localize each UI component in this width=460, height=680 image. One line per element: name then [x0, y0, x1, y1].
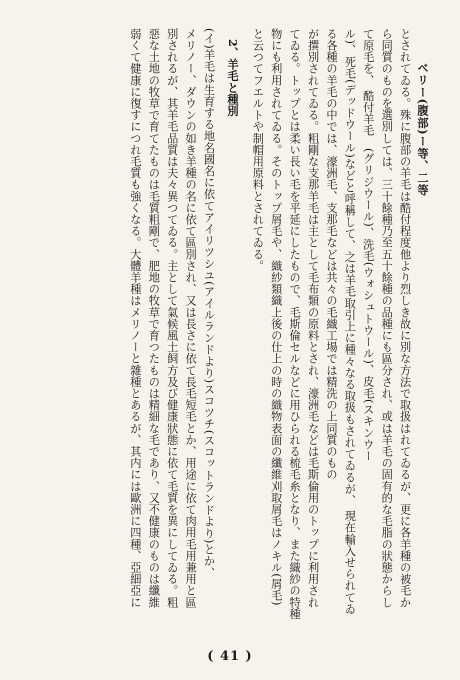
page-number: ( 41 ) — [207, 649, 253, 664]
body-line: 惡な土地の牧草で育てたものは毛質粗剛で、肥地の牧草で育つたものは精細な毛であり、又不健康のものは纖維 — [147, 28, 161, 608]
vertical-text-block — [28, 28, 432, 628]
body-line: てゐる。トップとは柔い長い毛を平延にしたもので、毛斯倫セルなどに用ひられる梳毛糸となり、また織紗の特種 — [288, 28, 302, 620]
body-line: メリノー、ダウンの如き羊種の名に依て區別され、又は長さに依て長毛短毛とか、用途に依て肉用毛用兼用と區 — [184, 28, 198, 608]
body-line: と云つてフエルトや制帽用原料とされてゐる。 — [251, 28, 265, 272]
body-line: 物にも利用されてゐる。そのトップ屑毛や、織紗類織上後の仕上の時の織物表面の纖維刈取屑毛はノキル(屑毛) — [269, 28, 283, 606]
body-line: て原毛を、 酷付羊毛 (グリジウール)、洗毛(ウォシュトウール)、皮毛(スキンウー — [361, 28, 375, 462]
section-spacer — [218, 28, 224, 628]
body-line: る各種の羊毛の中では、濠洲毛、支那毛などは共々の毛織工場では精洗の上同質のもの — [324, 28, 338, 481]
running-title: ベリー(腹部)ー等、二等 — [416, 62, 430, 197]
body-line: が撰別されてゐる。粗剛な支那羊毛は主として毛布類の原料とされ、濠洲毛などは毛斯倫用のトップに利用され — [306, 28, 320, 608]
body-line: 別されるが、其羊毛品質は夫々異つてゐる。主として氣候風土飼方及び健康狀態に依て毛質を異にしてゐる。粗 — [165, 28, 179, 608]
body-line: 弱くて健康に復すにつれ毛質も強くなる。大體羊種はメリノーと雜種とあるが、其内には歐洲に四種、亞細亞に — [128, 28, 142, 608]
body-line: とされてゐる。殊に腹部の羊毛は酷付程度他より烈しき故に別な方法で取扱はれてゐるが、更に各羊種の被毛か — [398, 28, 412, 608]
section-heading: 2、羊毛と種別 — [225, 39, 240, 117]
body-line: ら同質のものを選別しては、三十餘種乃至五十餘種の品種にも區分され、或は羊毛の固有的な毛脂の狀態からし — [380, 28, 394, 608]
body-line: ル)、死毛(デッドウール)などと呼稱して、之は羊毛取引上に種々なる取扱もされてゐるが、 現在輸入せられてゐ — [343, 28, 357, 615]
body-line: (イ)羊毛は生育する地名國名に依てアイリツシユ(アイルランドより)スコツチ(スコットランドより)とか、 — [202, 28, 216, 579]
